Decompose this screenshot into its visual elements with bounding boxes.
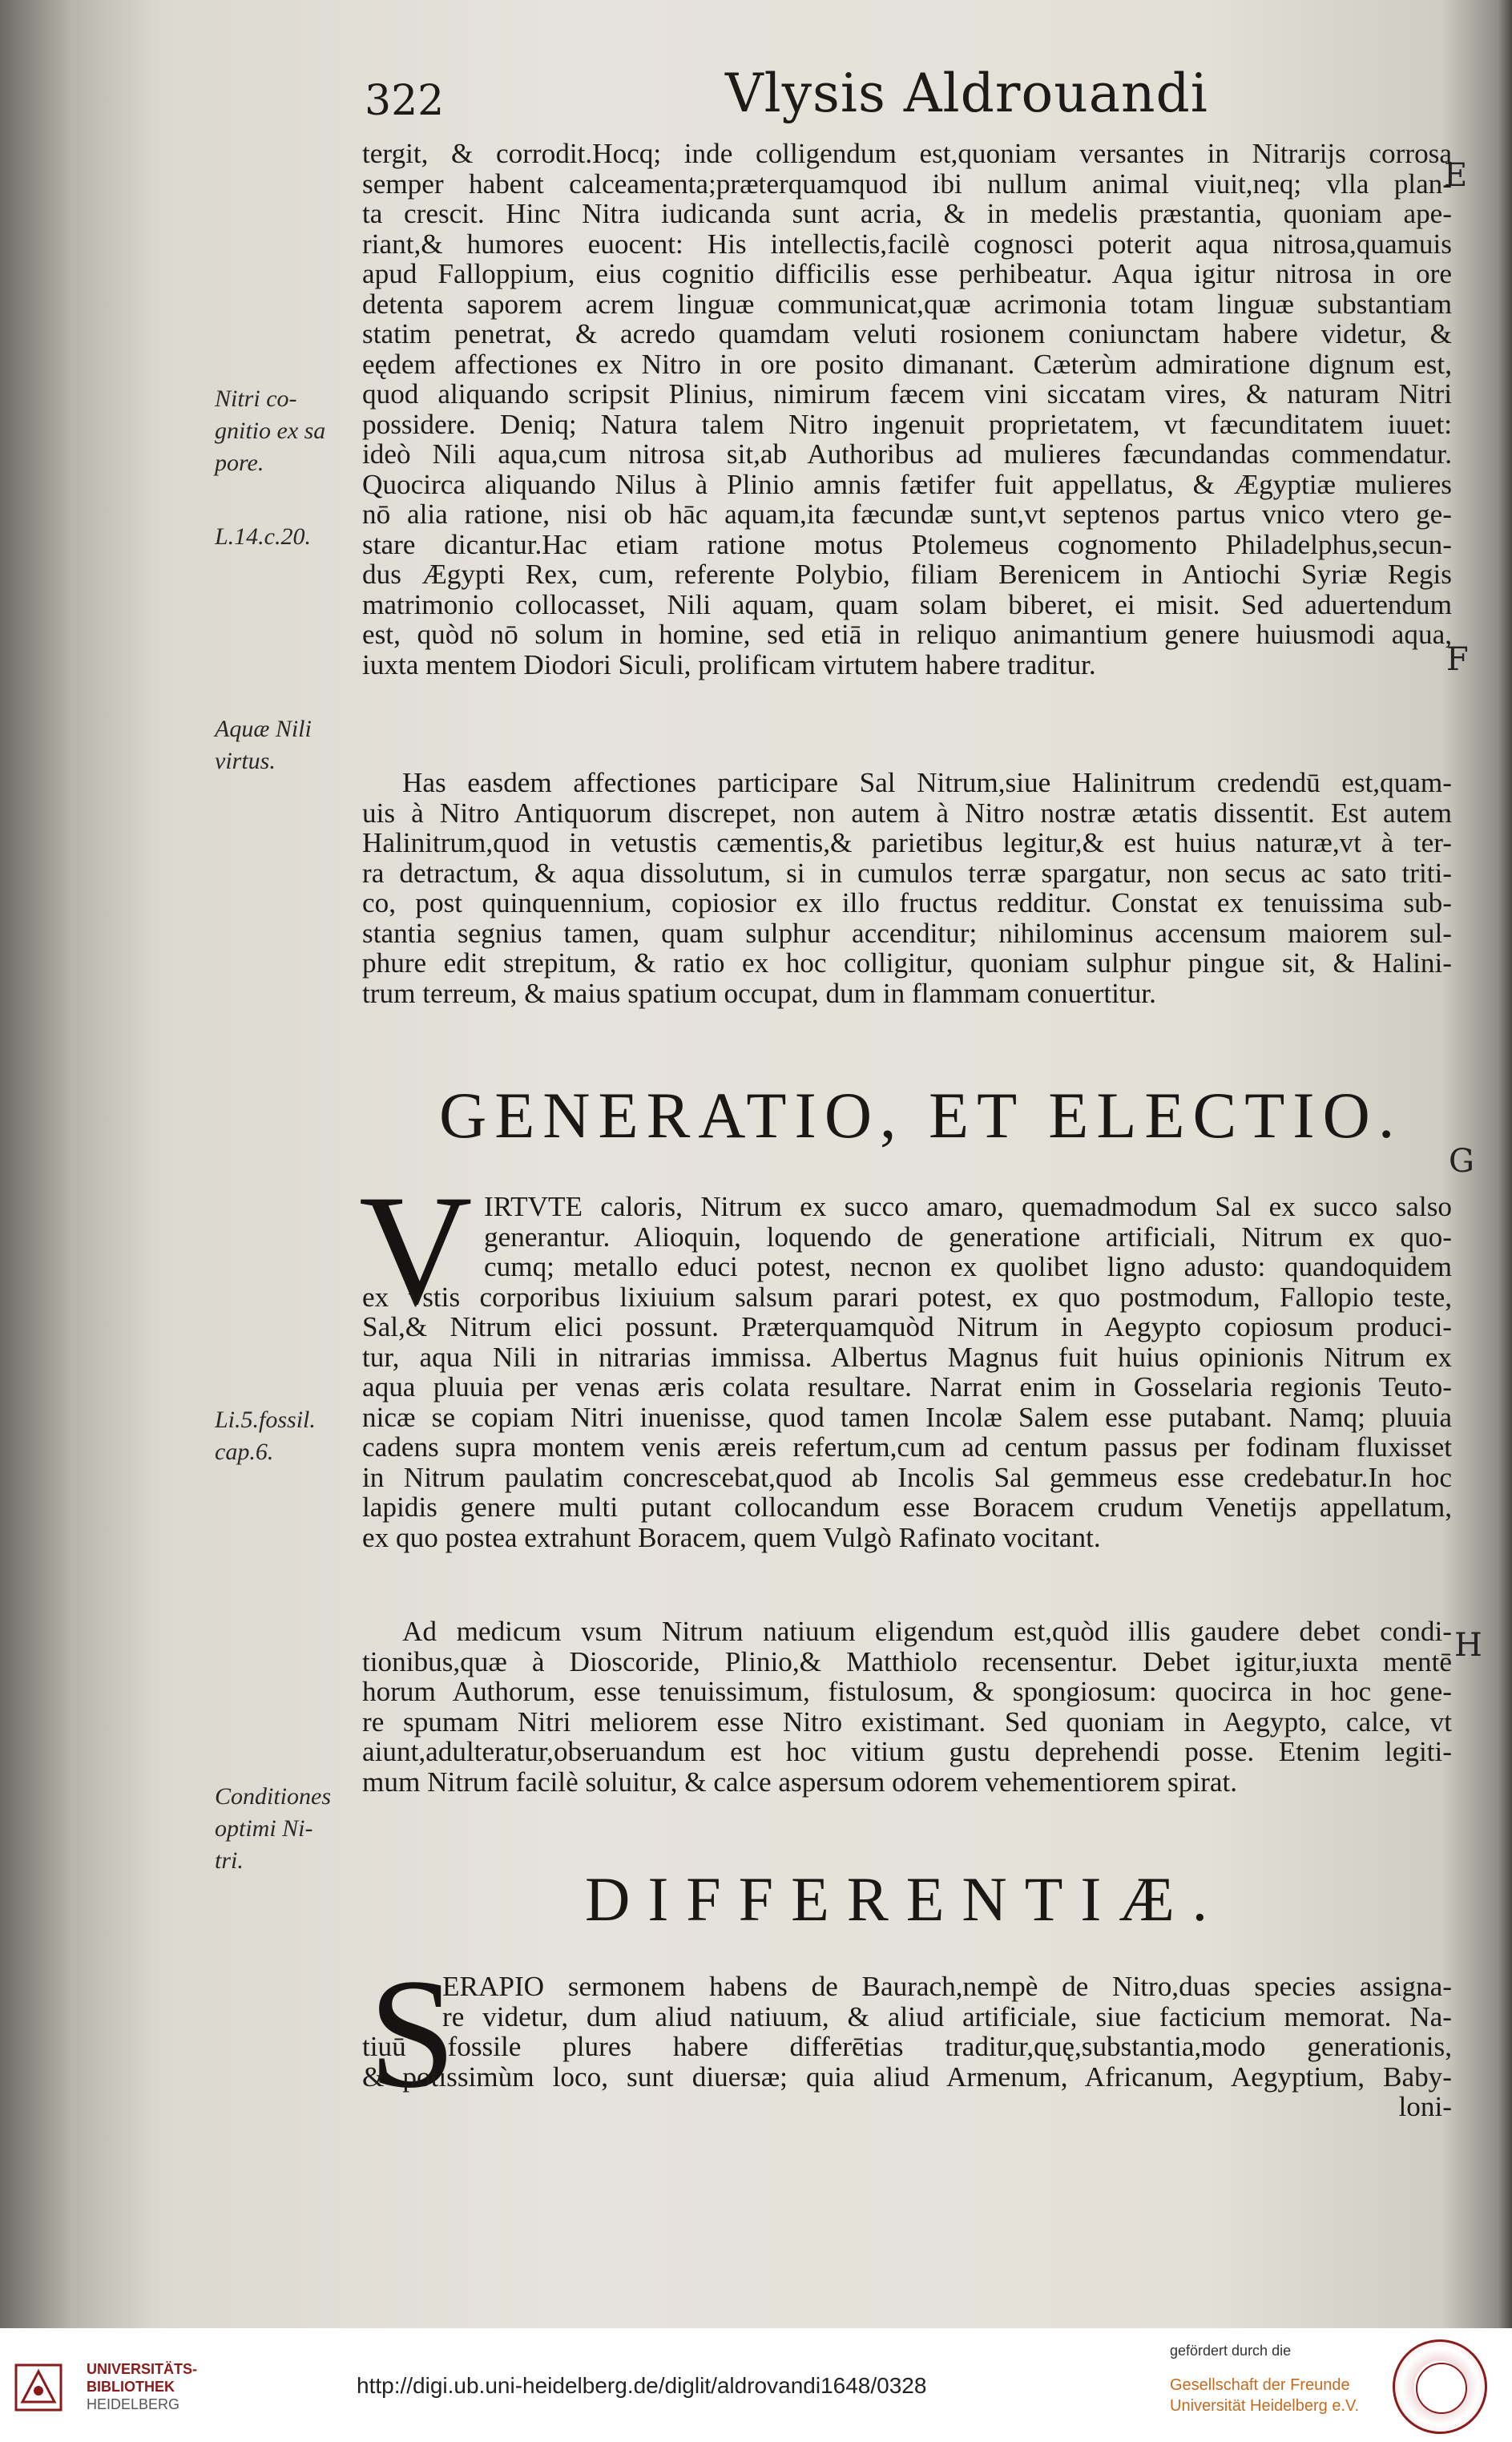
paragraph-differentiae [362,1947,1452,2122]
drop-cap-s: S [369,1947,457,2121]
text-line: stantia segnius tamen, quam sulphur accenditur; nihilominus accensum maiorem sul- [362,917,1452,949]
margin-note-line: gnitio ex sa [215,418,326,444]
text-line: statim penetrat, & acredo quamdam veluti rosionem coniunctam habere videtur, & [362,318,1452,349]
margin-note-line: cap.6. [215,1439,274,1465]
text-line: Sal,& Nitrum elici possunt. Præterquamquòd Nitrum in Aegypto copiosum produci- [362,1311,1452,1342]
margin-note-line: optimi Ni- [215,1815,313,1842]
margin-note-line: tri. [215,1847,244,1874]
text-line: in Nitrum paulatim concrescebat,quod ab Incolis Sal gemmeus esse credebatur.In hoc [362,1461,1452,1493]
library-logo-icon [14,2360,62,2413]
sponsor-label: gefördert durch die [1170,2343,1292,2359]
margin-note-line: Nitri co- [215,385,297,412]
text-line: horum Authorum, esse tenuissimum, fistulosum, & spongiosum: quocirca in hoc gene- [362,1676,1452,1707]
section-title-differentiae: DIFFERENTIÆ. [585,1864,1226,1934]
margin-note-line: pore. [215,450,264,476]
text-line: riant,& humores euocent: His intellectis,facilè cognosci poterit aqua nitrosa,quamuis [362,228,1452,260]
text-line: aiunt,adulteratur,obseruandum est hoc vitium gustu deprehendi posse. Etenim legiti- [362,1736,1452,1767]
text-line: est, quòd nō solum in homine, sed etiā in reliquo animantium genere huiusmodi aqua, [362,619,1452,650]
text-line: aqua pluuia per venas æris colata resultare. Narrat enim in Gosselaria regionis Teuto- [362,1371,1452,1403]
text-line: tionibus,quæ à Dioscoride, Plinio,& Matthiolo recensentur. Debet igitur,iuxta mentē [362,1645,1452,1677]
signature-mark-f: F [1446,641,1469,678]
text-line: ta crescit. Hinc Nitra iudicanda sunt acria, & in medelis præstantia, quoniam ape- [362,198,1452,229]
section-title-generatio: GENERATIO, ET ELECTIO. [439,1079,1403,1152]
paragraph-generatio [362,1192,1452,1552]
margin-note-line: Aquæ Nili [215,716,312,742]
text-line: Ad medicum vsum Nitrum natiuum eligendum est,quòd illis gaudere debet condi- [402,1616,1452,1647]
signature-mark-g: G [1449,1143,1474,1180]
running-head: Vlysis Aldrouandi [725,63,1208,124]
text-line: cadens supra montem venis æreis refertum,cum ad centum passus per fodinam fluxisset [362,1431,1452,1463]
text-line: Has easdem affectiones participare Sal Nitrum,siue Halinitrum credendū est,quam- [402,767,1452,798]
margin-note-nitri-cognitio [215,383,363,479]
text-line: loni- [1398,2091,1452,2122]
margin-note-conditiones [215,1781,363,1877]
signature-mark-e: E [1444,157,1468,194]
text-line: nō alia ratione, nisi ob hāc aquam,ita fæcundæ sunt,vt septenos partus vnico vtero ge- [362,498,1452,530]
library-name-line: BIBLIOTHEK [87,2379,175,2395]
text-line: phure edit strepitum, & ratio ex hoc colligitur, quoniam sulphur pingue sit, & Halini- [362,947,1452,979]
page-header [365,63,1310,135]
text-line: IRTVTE caloris, Nitrum ex succo amaro, quemadmodum Sal ex succo salso [484,1191,1452,1222]
text-line: apud Falloppium, eius cognitio difficilis esse perhibeatur. Aqua igitur nitrosa in ore [362,258,1452,289]
text-line: ra detractum, & aqua dissolutum, si in cumulos terræ spargatur, non secus ac sato triti- [362,857,1452,889]
text-line: tiuū fossile plures habere differētias traditur,quę,substantia,modo generationis, [362,2031,1452,2062]
text-line: eędem affectiones ex Nitro in ore posito dimanant. Cæterùm admiratione dignum est, [362,348,1452,380]
text-line: Halinitrum,quod in vetustis cæmentis,& parietibus legitur,& est huius naturæ,vt à ter- [362,827,1452,858]
library-name [87,2360,197,2413]
text-line: lapidis genere multi putant collocandum esse Boracem crudum Venetijs appellatum, [362,1491,1452,1523]
text-line: nicæ se copiam Nitri inuenisse, quod tamen Incolæ Salem esse putabant. Namq; pluuia [362,1401,1452,1433]
text-line: detenta saporem acrem linguæ communicat,quæ acrimonia totam linguæ substantiam [362,288,1452,320]
text-line: cumq; metallo educi potest, necnon ex quolibet ligno adusto: quandoquidem [484,1251,1452,1282]
drop-cap-v: V [359,1163,473,1337]
text-line: Quocirca aliquando Nilus à Plinio amnis fætifer fuit appellatus, & Ægyptiæ mulieres [362,468,1452,500]
library-name-line: UNIVERSITÄTS- [87,2361,198,2377]
paragraph-nitrum-properties [362,139,1452,680]
margin-note-reference-fossil [215,1404,363,1468]
text-line: matrimonio collocasset, Nili aquam, quam solam biberet, ei misit. Sed aduertendum [362,588,1452,620]
text-line: mum Nitrum facilè soluitur, & calce aspersum odorem vehementiorem spirat. [362,1766,1238,1798]
library-name-line: HEIDELBERG [87,2396,180,2412]
text-line: dus Ægypti Rex, cum, referente Polybio, filiam Berenicem in Antiochi Syriæ Regis [362,559,1452,590]
text-line: re videtur, dum aliud natiuum, & aliud artificiale, siue facticium memorat. Na- [442,2000,1452,2032]
page-number: 322 [365,77,445,125]
paragraph-electio [362,1617,1452,1797]
margin-note-line: Li.5.fossil. [215,1407,316,1433]
sponsor-name-line: Gesellschaft der Freunde [1170,2376,1350,2394]
paragraph-halinitrum [362,768,1452,1008]
margin-note-line: Conditiones [215,1783,332,1810]
seal-inner-ring [1416,2363,1467,2414]
permalink-url[interactable]: http://digi.ub.uni-heidelberg.de/diglit/aldrovandi1648/0328 [357,2373,927,2398]
sponsor-name[interactable] [1170,2375,1359,2416]
text-line: quod aliquando scripsit Plinius, nimirum fæcem vini siccatam vires, & naturam Nitri [362,378,1452,410]
text-line: ERAPIO sermonem habens de Baurach,nempè de Nitro,duas species assigna- [442,1971,1452,2002]
text-line: ex quo postea extrahunt Boracem, quem Vulgò Rafinato vocitant. [362,1521,1101,1553]
text-line: uis à Nitro Antiquorum discrepet, non autem à Nitro nostræ ætatis dissentit. Est autem [362,797,1452,829]
margin-note-line: L.14.c.20. [215,523,311,550]
margin-note-reference-plinius [215,521,363,553]
text-line: & potissimùm loco, sunt diuersæ; quia aliud Armenum, Africanum, Aegyptium, Baby- [362,2061,1452,2093]
text-line: semper habent calceamenta;præterquamquod ibi nullum animal viuit,neq; vlla plan- [362,168,1452,200]
text-line: ex vstis corporibus lixiuium salsum parari potest, ex quo postmodum, Fallopio teste, [362,1281,1452,1313]
text-line: possidere. Deniq; Natura talem Nitro ingenuit proprietatem, vt fæcunditatem iuuet: [362,408,1452,440]
text-line: ideò Nili aqua,cum nitrosa sit,ab Authoribus ad mulieres fæcundandas commendatur. [362,438,1452,470]
viewer-footer [0,2328,1512,2442]
text-line: re spumam Nitri meliorem esse Nitro existimant. Sed quoniam in Aegypto, calce, vt [362,1705,1452,1738]
text-line: co, post quinquennium, copiosior ex illo fructus redditur. Constat ex tenuissima sub- [362,887,1452,918]
university-seal-icon [1393,2339,1487,2434]
text-line: stare dicantur.Hac etiam ratione motus Ptolemeus cognomento Philadelphus,secun- [362,528,1452,560]
text-line: tur, aqua Nili in nitrarias immissa. Albertus Magnus fuit huius opinionis Nitrum ex [362,1341,1452,1373]
margin-note-line: virtus. [215,748,276,774]
text-line: trum terreum, & maius spatium occupat, dum in flammam conuertitur. [362,977,1156,1009]
text-line: generantur. Alioquin, loquendo de generatione artificiali, Nitrum ex quo- [484,1221,1452,1253]
sponsor-name-line: Universität Heidelberg e.V. [1170,2397,1360,2415]
text-line: iuxta mentem Diodori Siculi, prolificam virtutem habere traditur. [362,648,1096,680]
signature-mark-h: H [1454,1627,1482,1664]
margin-note-aquae-nili [215,713,363,777]
text-line: tergit, & corrodit.Hocq; inde colligendum est,quoniam versantes in Nitrarijs corrosa [362,138,1452,169]
